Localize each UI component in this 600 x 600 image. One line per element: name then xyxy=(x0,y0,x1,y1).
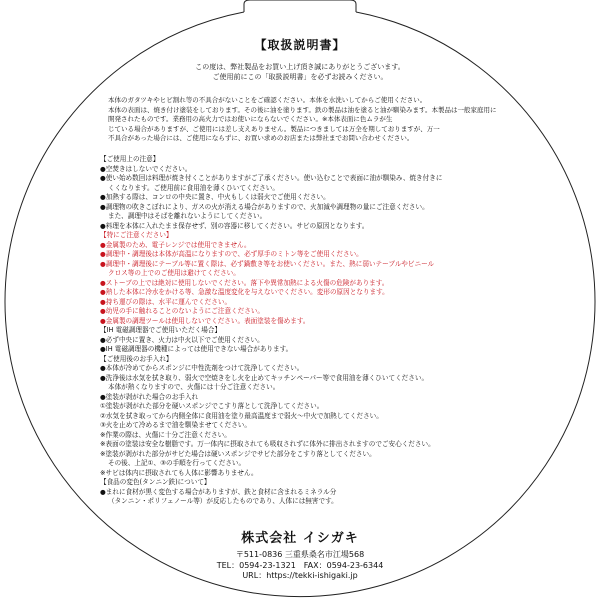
rule-line: ※作業の際は、火傷に十分ご注意ください。 xyxy=(100,430,231,439)
rule-line: ●調理中・調理後にテーブル等に置く際は、必ず鍋敷き等をお使いください。また、熱に弱いテーブルやビニール xyxy=(100,259,435,268)
rule-line: ●持ち運びの際は、水平に運んでください。 xyxy=(100,297,232,306)
rule-line: 【ご使用上の注意】 xyxy=(100,155,160,163)
rule-line: ※サビは体内に摂取されても人体に影響ありません。 xyxy=(100,468,258,477)
rule-line: 本体が熱くなりますので、火傷には十分ご注意ください。 xyxy=(108,383,280,391)
rule-line: ③火を止めて冷めるまで油を馴染ませてください。 xyxy=(100,421,251,429)
document-title: 【取扱説明書】 xyxy=(254,38,346,52)
rule-line: ●調理物の吹きこぼれにより、ガスの火が消える場合がありますので、火加減や調理物の量にご注意ください。 xyxy=(100,202,429,211)
notice-line: じている場合がありますが、ご使用には差し支えありません。製品につきましては万全を期しておりますが、万一 xyxy=(108,124,440,133)
company-url: URL：https://tekki-ishigaki.jp xyxy=(242,571,358,580)
notice-paragraph xyxy=(108,96,504,144)
notice-line: 開発されたものです。業務用の高火力ではお使いにならないでください。※本体表面に色ムラが生 xyxy=(108,115,393,123)
rule-line: ②水気を拭き取ってから内側全体に食用油を塗り最高温度まで弱火～中火で加熱してください。 xyxy=(100,411,383,420)
rule-line: ●料理を本体に入れたまま保存せず、別の容器に移してください。サビの原因となります。 xyxy=(100,221,369,230)
rule-line: ●必ず中央に置き、火力は中火以下でご使用ください。 xyxy=(100,335,264,344)
rule-line: ●金属製の調理ツールは使用しないでください。表面塗装を傷めます。 xyxy=(100,316,310,325)
rule-line: ●まれに食材が黒く変色する場合がありますが、鉄と食材に含まれるミネラル分 xyxy=(100,487,337,496)
notice-line: 本体の表面は、焼き付け塗装をしております。その後に油を塗ります。鉄の製品は油を塗ると油が馴染みます。本製品は一般家庭用に xyxy=(108,105,497,114)
rule-line: ●ストーブの上では絶対に使用しないでください。落下や異常加熱による火傷の危険があります。 xyxy=(100,278,389,287)
rule-line: ●調理中・調理後は本体が高温になりますので、必ず厚手のミトン等をご使用ください。 xyxy=(100,250,363,258)
rule-line: ●空焚きはしないでください。 xyxy=(100,164,192,173)
rule-line: また、調理中はそばを離れないようにしてください。 xyxy=(108,212,267,220)
rule-line: ①塗装が剥がれた部分を硬いスポンジでこすり落として洗浄してください。 xyxy=(100,402,324,410)
rule-line: 【特にご注意ください】 xyxy=(100,231,173,239)
intro-text xyxy=(0,63,600,82)
company-name: 株式会社 イシガキ xyxy=(241,531,359,546)
rule-line: クロス等の上でのご使用は避けてください。 xyxy=(108,269,240,277)
rule-line: 【IH 電磁調理器でご使用いただく場合】 xyxy=(100,326,222,334)
usage-rules xyxy=(100,155,505,507)
notice-line: 本体のガタツキやヒビ割れ等の不具合がないことをご確認ください。本体を水洗いしてからご使用ください。 xyxy=(108,96,427,104)
rule-line: ●金属製のため、電子レンジでは使用できません。 xyxy=(100,240,251,249)
intro-line: ご使用前にこの「取扱説明書」を必ずお読みください。 xyxy=(212,72,388,81)
rule-line: その後、上記①、③の手順を行ってください。 xyxy=(108,459,246,467)
rule-line: ●幼児の手に触れることのないようにご注意ください。 xyxy=(100,307,265,315)
company-address: 〒511-0836 三重県桑名市江場568 xyxy=(235,550,365,559)
rule-line: ●使い始め数回は料理が焼き付くことがありますがご了承ください。使い込むことで表面に油が馴染み、焼き付きに xyxy=(100,174,443,182)
rule-line: ●本体が冷めてからスポンジに中性洗剤をつけて洗浄してください。 xyxy=(100,364,304,372)
notice-line: 不具合があった場合には、ご使用にならずに、お買い求めのお店または弊社までお問い合わせください。 xyxy=(108,134,414,142)
company-phone: TEL：0594-23-1321 FAX：0594-23-6344 xyxy=(216,560,384,570)
rule-line: ●加熱する際は、コンロの中央に置き、中火もしくは弱火でご使用ください。 xyxy=(100,193,330,201)
rule-line: ※塗装が剥がれた部分がサビた場合は硬いスポンジでサビた部分をこすり落としてください。 xyxy=(100,449,376,458)
rule-line: ●塗装が剥がれた場合のお手入れ xyxy=(100,392,199,401)
rule-line: くくなります。ご使用前に食用油を薄くひいてください。 xyxy=(108,183,279,192)
rule-line: ●熱した本体に冷水をかける等、急激な温度変化を与えないでください。変形の原因となります。 xyxy=(100,288,389,296)
rule-line: 【食品の変色(タンニン鉄)について】 xyxy=(100,478,211,486)
company-contact xyxy=(0,550,600,582)
rule-line: ●洗浄後は水気を拭き取り、弱火で空焼きをし火を止めてキッチンペーパー等で食用油を薄くひいてください。 xyxy=(100,373,429,382)
rule-line: 【ご使用後のお手入れ】 xyxy=(100,354,173,363)
rule-line: ●IH 電磁調理器の機種によっては使用できない場合があります。 xyxy=(100,345,293,353)
rule-line: （タンニン・ポリフェノール等）が反応したものであり、人体には無害です。 xyxy=(108,497,338,505)
intro-line: この度は、弊社製品をお買い上げ頂き誠にありがとうございます。 xyxy=(195,63,405,71)
rule-line: ※表面の塗装は安全な樹脂です。万一体内に摂取されても吸収されずに体外に排出されますのでご安心ください。 xyxy=(100,440,435,448)
